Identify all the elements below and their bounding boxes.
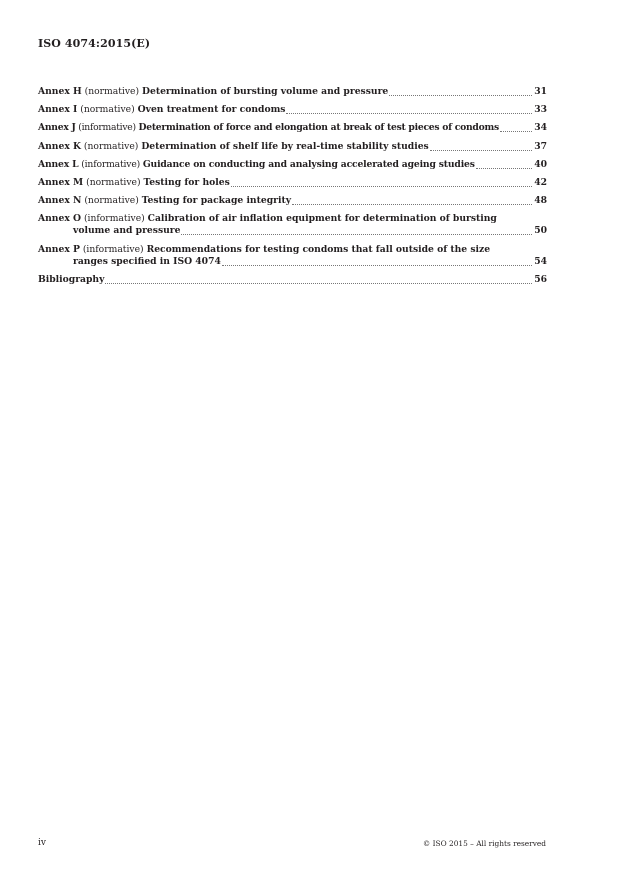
annex-label: Annex K bbox=[38, 140, 81, 152]
annex-label: Annex N bbox=[38, 195, 82, 207]
annex-label: Annex I bbox=[38, 104, 78, 116]
annex-label: Annex L bbox=[38, 158, 79, 170]
toc-entry-annex-n[interactable] bbox=[38, 195, 547, 207]
footer-copyright: © ISO 2015 – All rights reserved bbox=[422, 839, 546, 848]
page-number: 40 bbox=[534, 158, 547, 170]
dot-leader bbox=[389, 95, 532, 96]
annex-title: Testing for package integrity bbox=[141, 195, 292, 207]
dot-leader bbox=[292, 204, 532, 205]
page-number: 33 bbox=[534, 104, 547, 116]
annex-type: (informative) bbox=[83, 213, 145, 225]
dot-leader bbox=[286, 113, 532, 114]
toc-entry-annex-k[interactable] bbox=[38, 141, 547, 153]
page-number: 37 bbox=[534, 140, 547, 152]
annex-title-continued: ranges specified in ISO 4074 bbox=[73, 255, 221, 267]
toc-entry-annex-o[interactable] bbox=[38, 213, 547, 237]
annex-label: Annex P bbox=[38, 243, 80, 255]
toc-entry-annex-m[interactable] bbox=[38, 177, 547, 189]
page-number: 34 bbox=[534, 122, 547, 134]
dot-leader bbox=[222, 265, 532, 266]
annex-title: Guidance on conducting and analysing accelerated ageing studies bbox=[142, 158, 475, 170]
annex-type: (normative) bbox=[86, 176, 141, 188]
dot-leader bbox=[430, 150, 532, 151]
annex-title: Testing for holes bbox=[143, 176, 230, 188]
annex-type: (normative) bbox=[84, 86, 140, 97]
annex-type: (informative) bbox=[81, 158, 141, 170]
annex-type: (informative) bbox=[78, 122, 136, 134]
page-number: 48 bbox=[534, 195, 547, 207]
page-number: 56 bbox=[534, 273, 547, 285]
dot-leader bbox=[181, 234, 532, 235]
annex-label: Annex H bbox=[38, 86, 82, 97]
table-of-contents bbox=[38, 86, 547, 292]
footer-page-number: iv bbox=[38, 838, 46, 848]
annex-title: Recommendations for testing condoms that fall outside of the size bbox=[146, 243, 491, 255]
toc-entry-annex-i[interactable] bbox=[38, 104, 547, 116]
toc-entry-bibliography[interactable] bbox=[38, 274, 547, 286]
annex-label: Annex J bbox=[38, 122, 76, 134]
dot-leader bbox=[500, 131, 532, 132]
page-number: 31 bbox=[534, 86, 547, 97]
document-id: ISO 4074:2015(E) bbox=[38, 37, 151, 50]
annex-title: Determination of force and elongation at break of test pieces of condoms bbox=[138, 122, 499, 134]
page-number: 54 bbox=[534, 255, 547, 267]
bibliography-title: Bibliography bbox=[38, 273, 105, 285]
annex-label: Annex M bbox=[38, 176, 84, 188]
annex-title: Determination of shelf life by real-time stability studies bbox=[141, 140, 429, 152]
page-number: 50 bbox=[534, 225, 547, 237]
toc-entry-annex-h[interactable] bbox=[38, 86, 547, 98]
annex-title: Determination of bursting volume and pressure bbox=[142, 86, 389, 97]
toc-entry-annex-p[interactable] bbox=[38, 244, 547, 268]
annex-title: Oven treatment for condoms bbox=[137, 104, 286, 116]
annex-type: (normative) bbox=[83, 140, 139, 152]
toc-entry-annex-j[interactable] bbox=[38, 122, 547, 134]
annex-title: Calibration of air inflation equipment for determination of bursting bbox=[147, 213, 497, 225]
annex-type: (normative) bbox=[80, 104, 135, 116]
annex-type: (informative) bbox=[82, 243, 144, 255]
dot-leader bbox=[231, 186, 532, 187]
toc-entry-annex-l[interactable] bbox=[38, 159, 547, 171]
page-number: 42 bbox=[534, 176, 547, 188]
annex-type: (normative) bbox=[84, 195, 139, 207]
annex-label: Annex O bbox=[38, 213, 82, 225]
annex-title-continued: volume and pressure bbox=[73, 225, 181, 237]
dot-leader bbox=[105, 283, 532, 284]
dot-leader bbox=[476, 168, 532, 169]
